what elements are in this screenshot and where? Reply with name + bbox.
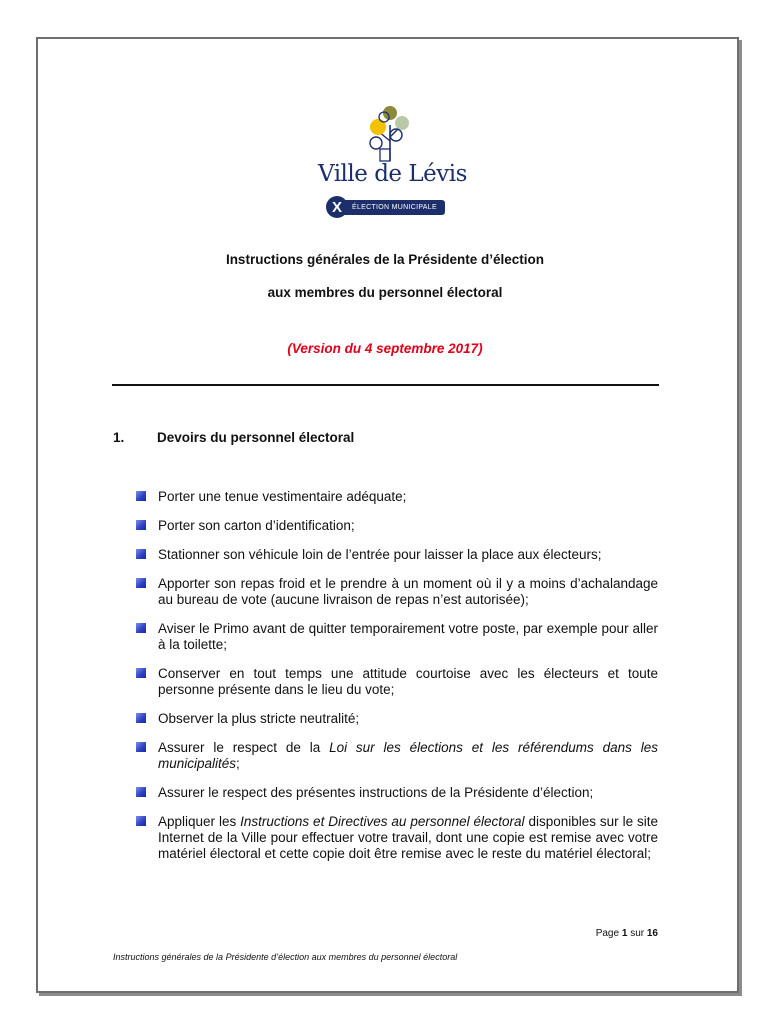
- ville-de-levis-logo: [318, 105, 467, 220]
- list-item: [136, 518, 658, 534]
- list-item-text: Conserver en tout temps une attitude courtoise avec les électeurs et toute personne présente dans le lieu du vote;: [158, 666, 658, 697]
- section-heading: Devoirs du personnel électoral: [157, 430, 355, 445]
- list-item-text: Apporter son repas froid et le prendre à un moment où il y a moins d’achalandage au bureau de vote (aucune livraison de repas n’est autorisée);: [158, 576, 658, 607]
- duties-list: [136, 489, 658, 875]
- page-separator: sur: [630, 928, 645, 939]
- list-item-text: Aviser le Primo avant de quitter temporairement votre poste, par exemple pour aller à la toilette;: [158, 621, 658, 652]
- bullet-square-icon: [136, 742, 146, 752]
- badge-label: ÉLECTION MUNICIPALE: [342, 200, 445, 215]
- tree-logo-icon: [366, 105, 410, 163]
- list-item-text: disponibles sur le site Internet de la Ville pour effectuer votre travail, dont une copie est remise avec votre matériel électoral et cette copie doit être remise avec le reste du matériel électoral;: [158, 814, 658, 861]
- bullet-square-icon: [136, 520, 146, 530]
- horizontal-divider: [112, 384, 659, 386]
- list-item-text: Porter son carton d’identification;: [158, 518, 355, 533]
- document-title-line-1: Instructions générales de la Présidente d’élection: [225, 252, 545, 267]
- bullet-square-icon: [136, 816, 146, 826]
- list-item: [136, 814, 658, 862]
- page-indicator: [560, 928, 658, 939]
- list-item-text: ;: [236, 756, 240, 771]
- list-item-text: Appliquer les: [158, 814, 241, 829]
- list-item: [136, 711, 658, 727]
- badge-x-icon: X: [326, 196, 348, 218]
- list-item-text: Observer la plus stricte neutralité;: [158, 711, 360, 726]
- version-date: (Version du 4 septembre 2017): [287, 341, 483, 356]
- list-item: [136, 621, 658, 653]
- bullet-square-icon: [136, 623, 146, 633]
- list-item: [136, 489, 658, 505]
- list-item-text: Assurer le respect de la: [158, 740, 330, 755]
- list-item-text: Porter une tenue vestimentaire adéquate;: [158, 489, 407, 504]
- list-item: [136, 547, 658, 563]
- section-number: 1.: [113, 430, 125, 445]
- election-badge: [326, 195, 445, 219]
- page-footer: Instructions générales de la Présidente d’élection aux membres du personnel électoral: [113, 952, 458, 962]
- page-total: 16: [646, 928, 658, 939]
- list-item-text: Instructions et Directives au personnel électoral: [240, 814, 525, 829]
- bullet-square-icon: [136, 713, 146, 723]
- list-item: [136, 576, 658, 608]
- list-item: [136, 666, 658, 698]
- list-item-text: Loi sur les élections et les référendums dans les municipalités: [158, 740, 658, 771]
- bullet-square-icon: [136, 668, 146, 678]
- logo-wordmark: Ville de Lévis: [318, 161, 467, 187]
- document-title-line-2: aux membres du personnel électoral: [267, 285, 503, 300]
- list-item: [136, 785, 658, 801]
- bullet-square-icon: [136, 787, 146, 797]
- list-item: [136, 740, 658, 772]
- bullet-square-icon: [136, 578, 146, 588]
- list-item-text: Assurer le respect des présentes instructions de la Présidente d’élection;: [158, 785, 594, 800]
- bullet-square-icon: [136, 549, 146, 559]
- page-current: 1: [621, 928, 628, 939]
- page-label: Page: [595, 928, 620, 939]
- list-item-text: Stationner son véhicule loin de l’entrée pour laisser la place aux électeurs;: [158, 547, 602, 562]
- bullet-square-icon: [136, 491, 146, 501]
